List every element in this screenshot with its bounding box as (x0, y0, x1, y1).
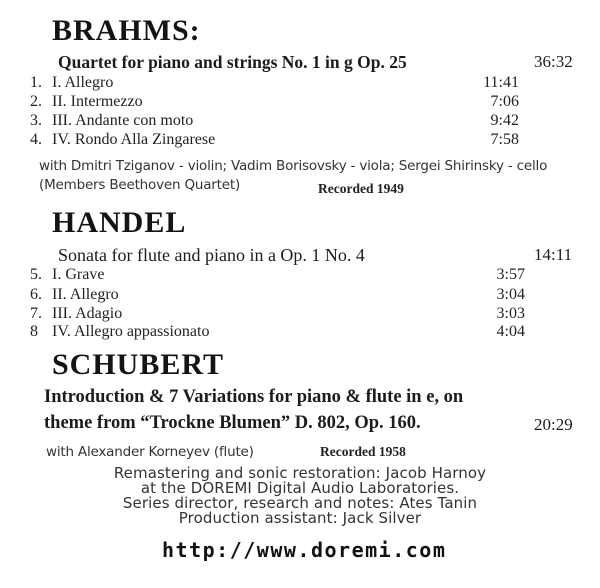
track-row (30, 266, 104, 284)
brahms-recorded: Recorded 1949 (318, 181, 404, 196)
track-title: III. Adagio (52, 305, 123, 322)
track-row (30, 74, 113, 92)
handel-work-duration: 14:11 (534, 245, 573, 264)
track-row (30, 323, 209, 341)
schubert-performers: with Alexander Korneyev (flute) (46, 444, 254, 460)
brahms-work-duration: 36:32 (534, 52, 573, 71)
track-duration: 9:42 (490, 112, 519, 129)
track-title: III. Andante con moto (52, 112, 194, 129)
track-number: 1. (30, 74, 42, 91)
credit-remastering: Remastering and sonic restoration: Jacob Harnoy (113, 464, 487, 482)
credit-production-assistant: Production assistant: Jack Silver (178, 509, 422, 527)
track-number: 7. (30, 305, 42, 322)
track-title: II. Intermezzo (52, 93, 143, 110)
website-link[interactable]: http://www.doremi.com (162, 538, 447, 562)
schubert-recorded: Recorded 1958 (320, 444, 406, 459)
track-number: 5. (30, 266, 42, 283)
track-row (30, 286, 119, 304)
track-title: I. Grave (52, 266, 105, 283)
credit-series-director: Series director, research and notes: Ates Tanin (122, 494, 478, 512)
brahms-performers: with Dmitri Tziganov - violin; Vadim Borisovsky - viola; Sergei Shirinsky - cello (39, 158, 548, 174)
track-row (30, 131, 215, 149)
brahms-performers-group: (Members Beethoven Quartet) (39, 177, 241, 193)
credit-laboratory: at the DOREMI Digital Audio Laboratories. (140, 479, 460, 497)
track-duration: 11:41 (483, 74, 519, 91)
track-duration: 3:57 (496, 266, 525, 283)
schubert-work-title-line2: theme from “Trockne Blumen” D. 802, Op. 160. (44, 413, 421, 433)
track-row (30, 305, 122, 323)
track-row (30, 112, 193, 130)
handel-work-title: Sonata for flute and piano in a Op. 1 No. 4 (58, 245, 365, 265)
track-duration: 7:06 (490, 93, 519, 110)
track-number: 6. (30, 286, 42, 303)
track-duration: 3:03 (496, 305, 525, 322)
track-title: IV. Allegro appassionato (52, 323, 210, 340)
track-title: I. Allegro (52, 74, 114, 91)
track-number: 8 (30, 323, 38, 340)
track-duration: 7:58 (490, 131, 519, 148)
schubert-work-duration: 20:29 (534, 415, 573, 434)
track-title: IV. Rondo Alla Zingarese (52, 131, 216, 148)
track-row (30, 93, 143, 111)
track-title: II. Allegro (52, 286, 119, 303)
track-number: 4. (30, 131, 42, 148)
composer-schubert: SCHUBERT (52, 348, 224, 381)
track-duration: 4:04 (496, 323, 525, 340)
schubert-work-title-line1: Introduction & 7 Variations for piano & flute in e, on (44, 387, 464, 407)
brahms-work-title: Quartet for piano and strings No. 1 in g Op. 25 (58, 52, 407, 72)
track-duration: 3:04 (496, 286, 525, 303)
composer-brahms: BRAHMS: (52, 14, 201, 47)
track-number: 3. (30, 112, 42, 129)
track-number: 2. (30, 93, 42, 110)
composer-handel: HANDEL (52, 206, 187, 239)
